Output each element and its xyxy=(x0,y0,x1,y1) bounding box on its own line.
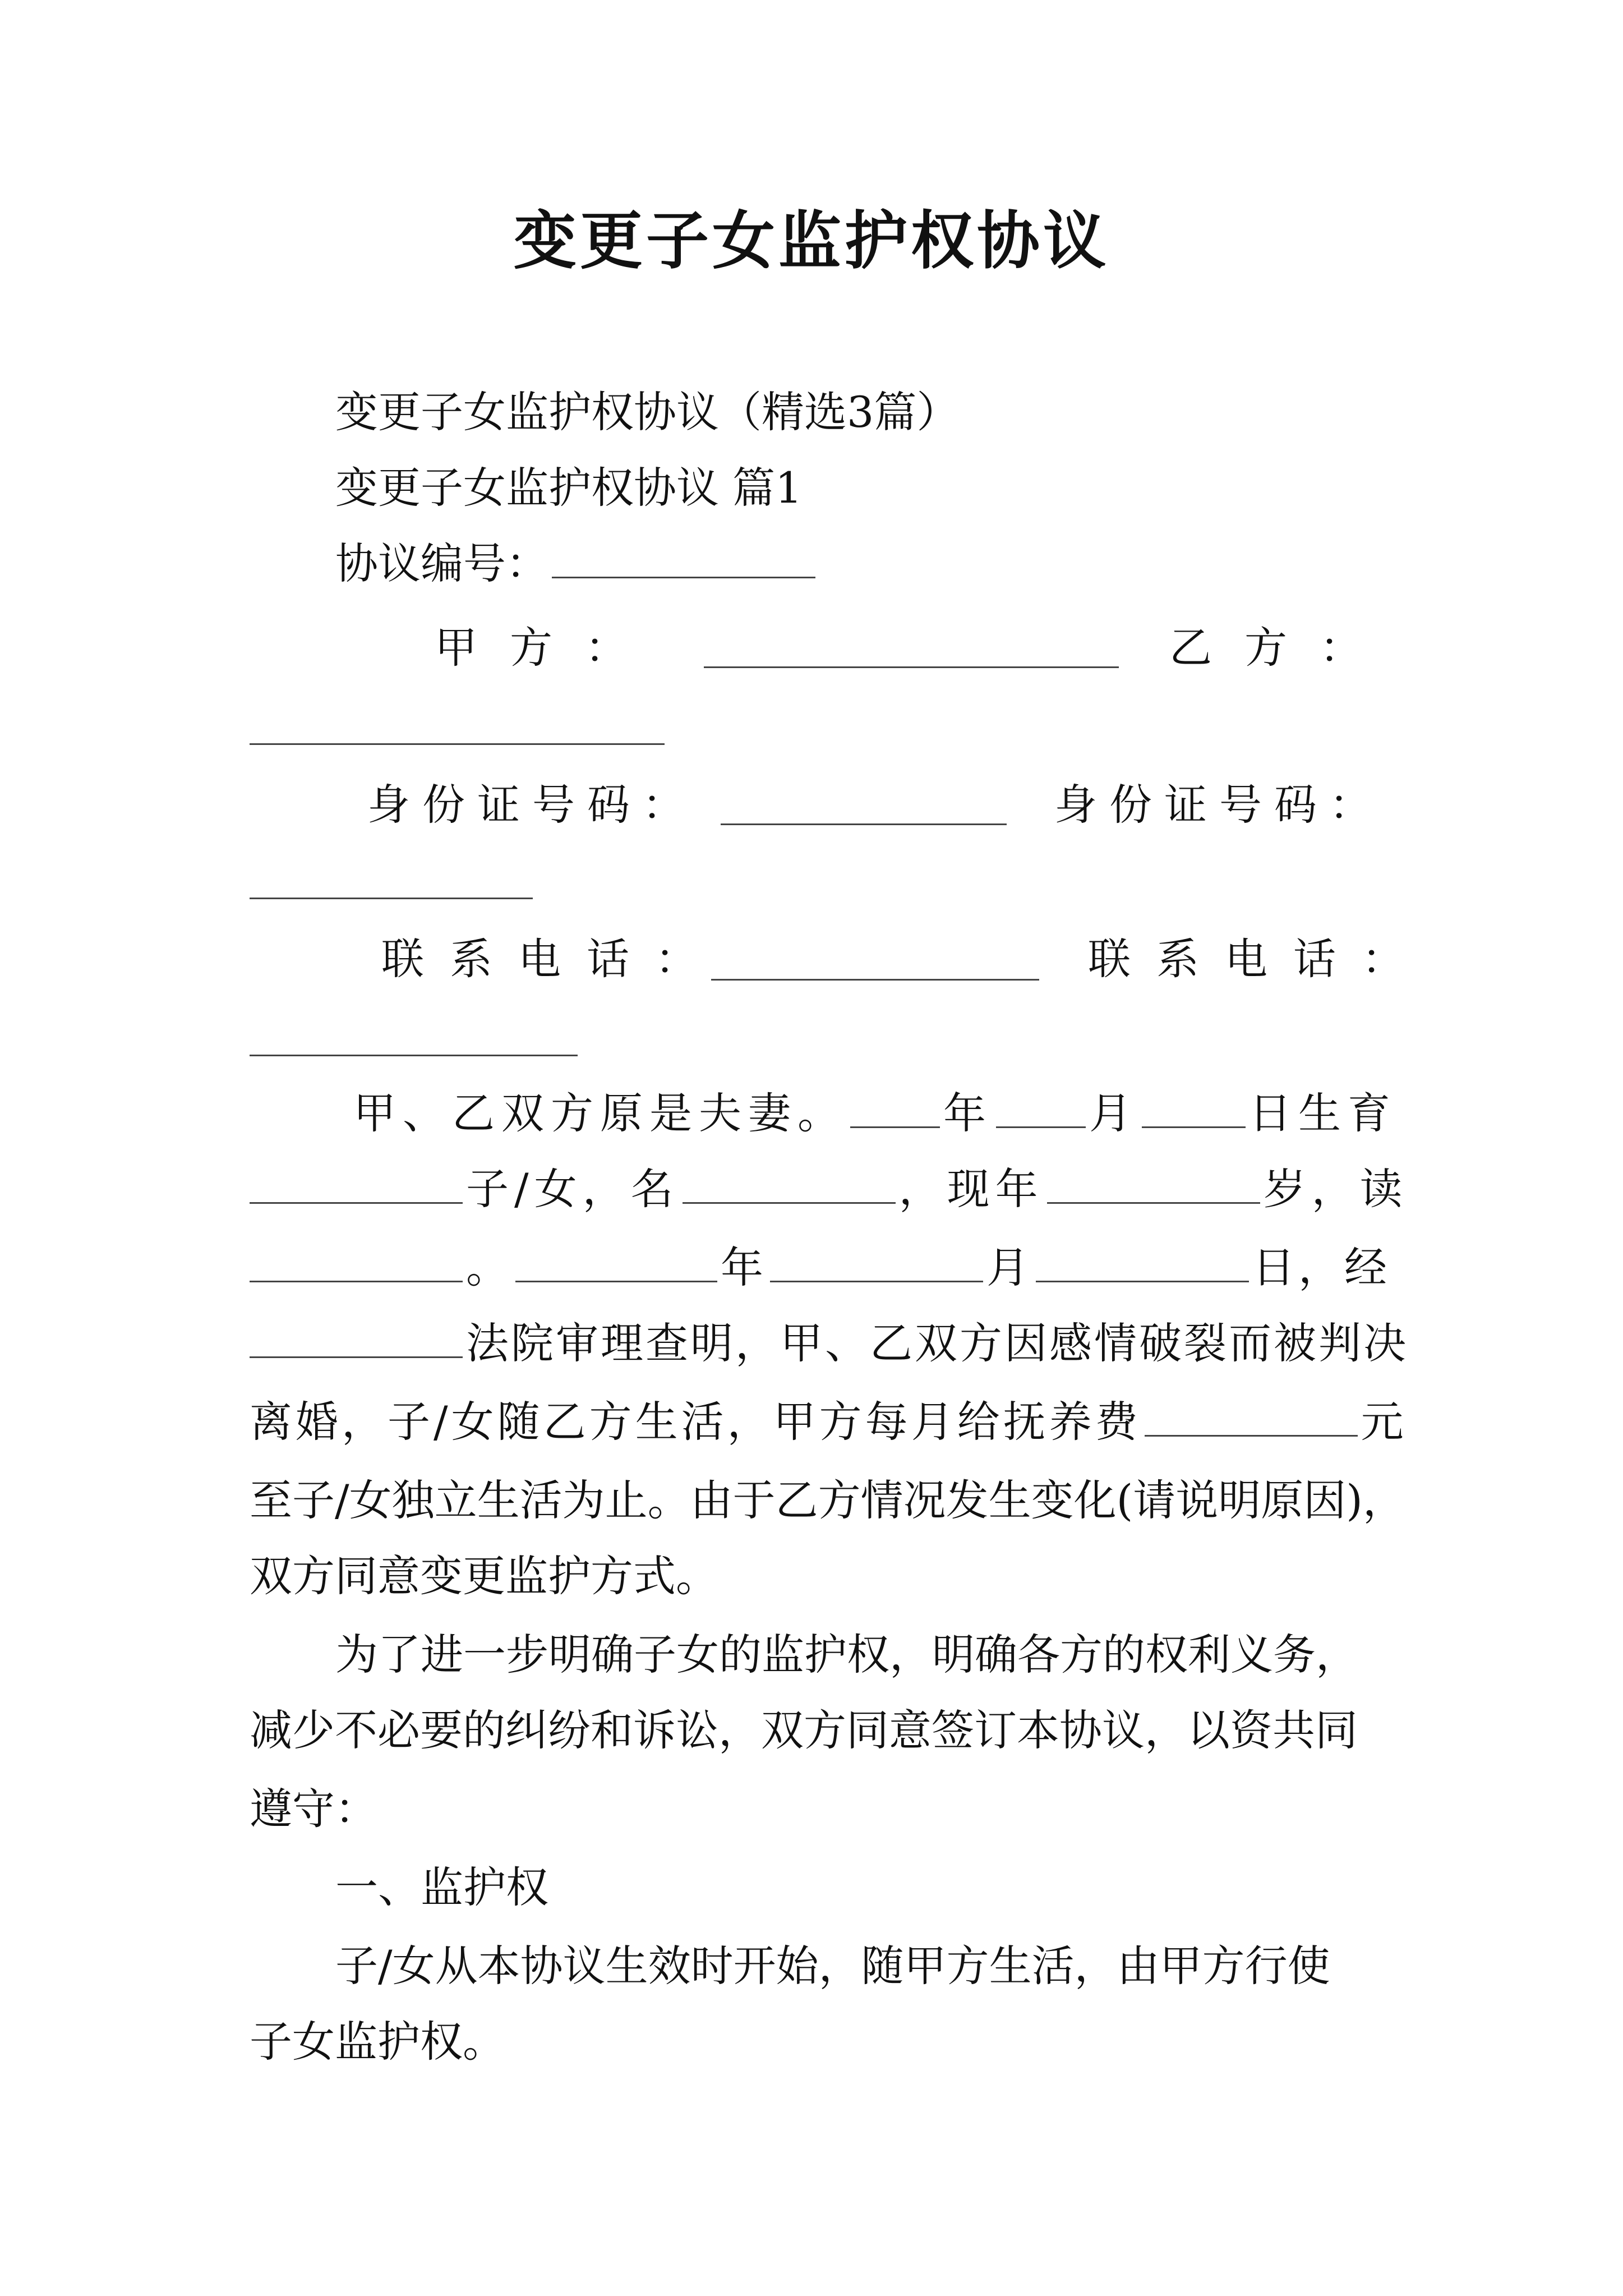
phone-field-b[interactable] xyxy=(250,1055,578,1056)
para1-line4: 法院审理查明，甲、乙双方因感情破裂而被判决 xyxy=(250,1301,1408,1386)
para1-line5: 离婚，子/女随乙方生活，甲方每月给抚养费 元 xyxy=(250,1397,1407,1447)
id-number-field-a[interactable] xyxy=(721,823,1007,825)
agreement-number-field[interactable] xyxy=(552,537,815,578)
section1-line2: 子女监护权。 xyxy=(250,2017,505,2067)
phone-field-a[interactable] xyxy=(711,979,1039,981)
phone-label-a: 联系电话： xyxy=(381,934,723,984)
party-b-label: 乙方： xyxy=(1169,623,1395,673)
para1-line6: 至子/女独立生活为止。由于乙方情况发生变化(请说明原因)， xyxy=(250,1475,1405,1525)
agreement-number-label: 协议编号： xyxy=(335,539,548,588)
party-b-field[interactable] xyxy=(250,743,665,745)
part-heading: 变更子女监护权协议 篇1 xyxy=(335,463,803,513)
para2-line2: 减少不必要的纠纷和诉讼，双方同意签订本协议，以资共同 xyxy=(250,1705,1358,1755)
agreement-number-line xyxy=(335,522,819,606)
section1-heading: 一、监护权 xyxy=(335,1862,548,1912)
collection-heading: 变更子女监护权协议（精选3篇） xyxy=(335,387,960,437)
id-number-field-b[interactable] xyxy=(250,898,533,899)
para1-line1: 甲、乙双方原是夫妻。 年 月 日生育 xyxy=(353,1088,1397,1138)
document-title: 变更子女监护权协议 xyxy=(514,204,1109,278)
party-a-field[interactable] xyxy=(704,666,1119,668)
section1-line1: 子/女从本协议生效时开始，随甲方生活，由甲方行使 xyxy=(335,1941,1330,1991)
party-a-label: 甲方： xyxy=(435,623,660,673)
para1-line7: 双方同意变更监护方式。 xyxy=(250,1551,718,1601)
para2-line3: 遵守： xyxy=(250,1784,377,1834)
para1-line2: 子/女，名 ，现年 岁，读 xyxy=(250,1147,1408,1231)
para2-line1: 为了进一步明确子女的监护权，明确各方的权利义务， xyxy=(335,1630,1358,1680)
phone-label-b: 联系电话： xyxy=(1088,934,1430,984)
id-number-label-b: 身份证号码： xyxy=(1054,780,1384,830)
para1-line3: 。 年 月 日，经 xyxy=(250,1226,1390,1310)
id-number-label-a: 身份证号码： xyxy=(367,780,697,830)
